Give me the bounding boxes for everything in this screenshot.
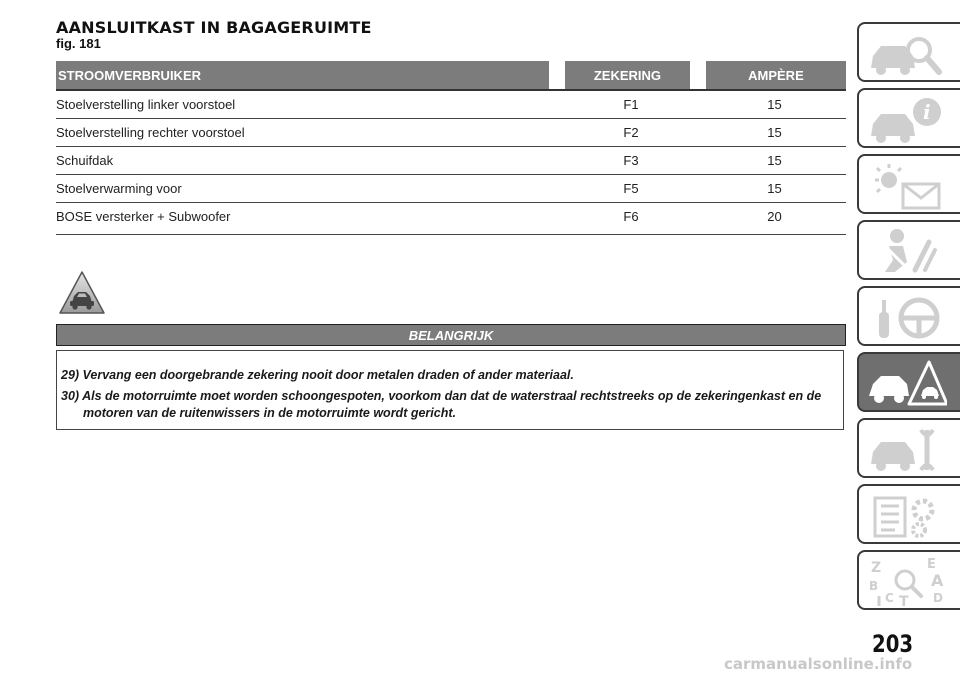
- watermark: carmanualsonline.info: [724, 655, 913, 673]
- spec-sheet-gear-icon: [867, 490, 947, 542]
- tab-technical-data[interactable]: [857, 484, 960, 544]
- cell-ampere: 20: [767, 209, 782, 224]
- index-letter: T: [899, 594, 909, 608]
- index-letter: D: [933, 591, 943, 605]
- index-letter: Z: [871, 560, 882, 576]
- tab-emergency[interactable]: [857, 352, 960, 412]
- svg-text:i: i: [923, 100, 931, 124]
- table-row: [56, 203, 846, 230]
- cell-ampere: 15: [767, 153, 782, 168]
- note-item: 30) Als de motorruimte moet worden schoongespoten, voorkom dan dat de waterstraal rechtstreeks op de zekeringenkast en de motoren van de ruitenwissers in de motorruimte wordt gericht.: [61, 389, 822, 420]
- cell-consumer: Schuifdak: [56, 153, 114, 168]
- table-row: [56, 119, 846, 147]
- table-bottom-rule: [56, 234, 846, 235]
- cell-ampere: 15: [767, 181, 782, 196]
- car-info-icon: [867, 94, 947, 146]
- cell-fuse: F2: [623, 125, 639, 140]
- figure-reference: fig. 181: [56, 36, 101, 51]
- car-magnifier-icon: [867, 28, 947, 80]
- table-header: [56, 61, 846, 91]
- index-letter: E: [927, 557, 936, 572]
- tab-car-info[interactable]: [857, 88, 960, 148]
- table-row: [56, 175, 846, 203]
- cell-consumer: BOSE versterker + Subwoofer: [56, 209, 231, 224]
- cell-consumer: Stoelverstelling rechter voorstoel: [56, 125, 245, 140]
- seatbelt-airbag-icon: [867, 226, 947, 278]
- key-steering-wheel-icon: [867, 292, 947, 344]
- header-consumer: STROOMVERBRUIKER: [56, 61, 549, 89]
- index-letter: A: [931, 571, 944, 590]
- car-wrench-icon: [867, 424, 947, 476]
- cell-fuse: F5: [623, 181, 639, 196]
- tab-maintenance[interactable]: [857, 418, 960, 478]
- cell-consumer: Stoelverstelling linker voorstoel: [56, 97, 236, 112]
- page-number: 203: [872, 630, 914, 658]
- warning-banner: BELANGRIJK: [56, 324, 846, 346]
- cell-fuse: F6: [623, 209, 639, 224]
- index-letters-icon: [867, 556, 947, 608]
- car-emergency-icon: [867, 358, 947, 410]
- fuse-table: [56, 61, 846, 230]
- cell-consumer: Stoelverwarming voor: [56, 181, 182, 196]
- header-fuse: ZEKERING: [565, 61, 690, 89]
- tab-safety[interactable]: [857, 220, 960, 280]
- cell-fuse: F1: [623, 97, 639, 112]
- tab-starting-driving[interactable]: [857, 286, 960, 346]
- warning-notes: [56, 350, 844, 430]
- tab-lights-messages[interactable]: [857, 154, 960, 214]
- note-item: 29) Vervang een doorgebrande zekering nooit door metalen draden of ander materiaal.: [61, 368, 574, 382]
- header-ampere: AMPÈRE: [706, 61, 846, 89]
- section-title: AANSLUITKAST IN BAGAGERUIMTE: [56, 18, 372, 37]
- table-row: [56, 91, 846, 119]
- car-warning-triangle-icon: [58, 270, 106, 316]
- table-row: [56, 147, 846, 175]
- cell-ampere: 15: [767, 97, 782, 112]
- tab-index[interactable]: [857, 550, 960, 610]
- index-letter: B: [869, 579, 879, 593]
- cell-fuse: F3: [623, 153, 639, 168]
- cell-ampere: 15: [767, 125, 782, 140]
- index-letter: C: [885, 591, 894, 605]
- tab-car-magnifier[interactable]: [857, 22, 960, 82]
- light-envelope-icon: [867, 160, 947, 212]
